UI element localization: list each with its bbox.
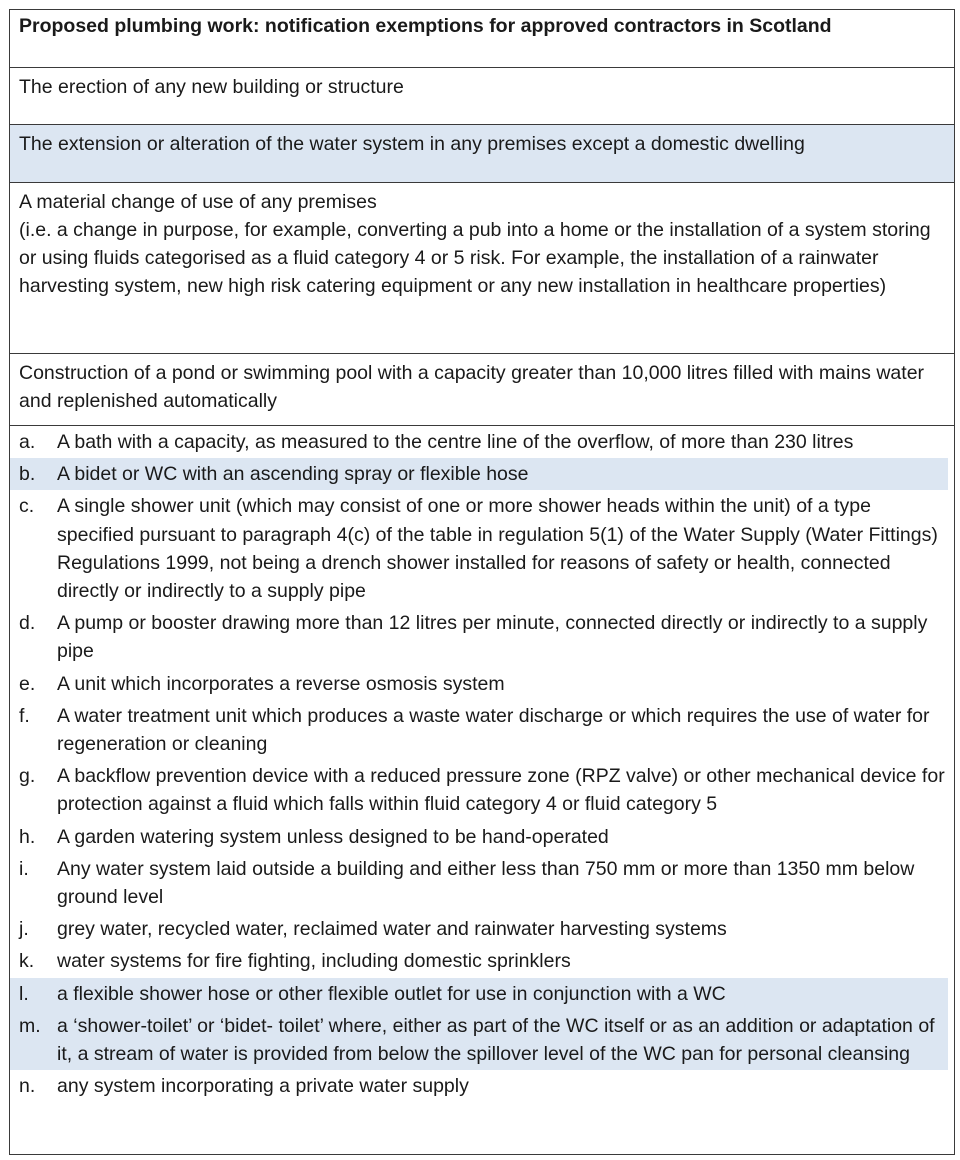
list-item-letter: h. (19, 825, 36, 848)
list-item-letter: g. (19, 765, 36, 788)
table-title: Proposed plumbing work: notification exemptions for approved contractors in Scotland (10, 10, 954, 68)
list-item-highlighted (10, 978, 948, 1010)
table-row-highlighted: The extension or alteration of the water system in any premises except a domestic dwelling (10, 125, 954, 183)
fittings-list (10, 426, 954, 1102)
list-item-letter: e. (19, 672, 36, 695)
list-item-text: Any water system laid outside a building and either less than 750 mm or more than 1350 mm below ground level (57, 857, 915, 909)
list-item (10, 1070, 954, 1102)
list-item-letter: i. (19, 857, 29, 880)
list-item-letter: n. (19, 1075, 36, 1098)
list-item-text: A unit which incorporates a reverse osmosis system (57, 672, 505, 695)
list-item-letter: c. (19, 495, 35, 518)
list-item-text: A garden watering system unless designed to be hand-operated (57, 825, 609, 848)
row-heading: A material change of use of any premises (19, 191, 377, 213)
list-item (10, 426, 954, 458)
list-item (10, 700, 954, 760)
list-item-letter: d. (19, 612, 36, 635)
list-item-letter: f. (19, 704, 30, 727)
list-item-letter: j. (19, 918, 29, 941)
list-item-text: a ‘shower-toilet’ or ‘bidet- toilet’ where, either as part of the WC itself or as an addition or adaptation of it, a stream of water is provided from below the spillover level of the WC pan for personal cleansing (57, 1014, 935, 1066)
exemptions-table (9, 9, 955, 1155)
list-item-highlighted (10, 458, 948, 490)
list-item (10, 668, 954, 700)
list-item-letter: l. (19, 982, 29, 1005)
list-item-text: a flexible shower hose or other flexible outlet for use in conjunction with a WC (57, 982, 726, 1005)
list-item-text: A pump or booster drawing more than 12 litres per minute, connected directly or indirectly to a supply pipe (57, 612, 928, 663)
list-item (10, 607, 954, 667)
list-item (10, 913, 954, 945)
list-item-letter: k. (19, 950, 35, 973)
list-item-letter: m. (19, 1014, 41, 1037)
list-item (10, 760, 954, 820)
list-item (10, 821, 954, 853)
list-item (10, 853, 954, 913)
list-item-text: A bath with a capacity, as measured to the centre line of the overflow, of more than 230 litres (57, 431, 854, 453)
list-item-letter: b. (19, 463, 36, 486)
list-item-text: A bidet or WC with an ascending spray or flexible hose (57, 463, 529, 486)
table-row: The erection of any new building or structure (10, 68, 954, 125)
list-item-text: water systems for fire fighting, including domestic sprinklers (57, 950, 571, 973)
list-item-letter: a. (19, 431, 36, 453)
list-item-highlighted (10, 1010, 948, 1070)
list-item-text: A water treatment unit which produces a waste water discharge or which requires the use of water for regeneration or cleaning (57, 704, 930, 756)
list-item-text: any system incorporating a private water supply (57, 1075, 469, 1098)
list-item-text: A backflow prevention device with a reduced pressure zone (RPZ valve) or other mechanical device for protection against a fluid which falls within fluid category 4 or fluid category 5 (57, 765, 945, 816)
list-item-text: A single shower unit (which may consist of one or more shower heads within the unit) of a type specified pursuant to paragraph 4(c) of the table in regulation 5(1) of the Water Supply (Water Fittings) Regulations 1999, not being a drench shower installed for reasons of safety or health, connected directly or indirectly to a supply pipe (57, 495, 938, 603)
list-item (10, 490, 954, 607)
table-row: Construction of a pond or swimming pool with a capacity greater than 10,000 litres filled with mains water and replenished automatically (10, 354, 954, 426)
list-item (10, 945, 954, 977)
row-explanation: (i.e. a change in purpose, for example, converting a pub into a home or the installation of a system storing or using fluids categorised as a fluid category 4 or 5 risk. For example, the installation of a rainwater harvesting system, new high risk catering equipment or any new installation in healthcare properties) (19, 219, 931, 297)
list-item-text: grey water, recycled water, reclaimed water and rainwater harvesting systems (57, 918, 727, 941)
table-row (10, 183, 954, 354)
